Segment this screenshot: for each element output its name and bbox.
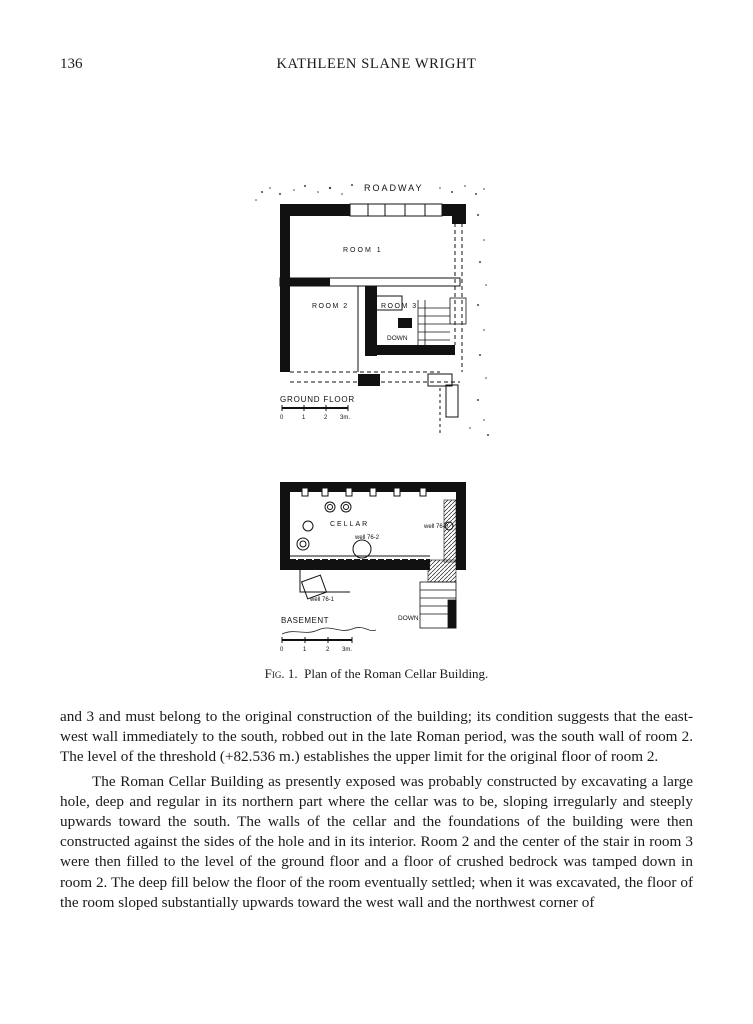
cellar-label: CELLAR <box>330 521 370 528</box>
well-761-label: well 76-1 <box>310 597 335 603</box>
stair-room3 <box>418 298 466 345</box>
caption-prefix: Fig. 1. <box>264 666 298 681</box>
page-number: 136 <box>60 56 83 72</box>
ground-floor-plan <box>255 183 489 436</box>
paragraph: and 3 and must belong to the original construction of the building; its condition suggests that the east-west wall immediately to the south, robbed out in the late Roman period, was the south wall of room 2. The level of the threshold (+82.536 m.) establishes the upper limit for the original floor of room 2. <box>60 708 693 766</box>
roadway-label: ROADWAY <box>364 183 424 193</box>
basement-scale-tick-0: 0 <box>280 647 284 653</box>
room2-label: ROOM 2 <box>312 303 349 310</box>
basement-scale-tick-2: 2 <box>326 647 330 653</box>
room3-label: ROOM 3 <box>381 303 418 310</box>
ground-floor-title: GROUND FLOOR <box>280 395 355 404</box>
room1-label: ROOM 1 <box>343 247 383 254</box>
ground-scale-tick-2: 2 <box>324 415 328 421</box>
basement-scale-bar <box>280 637 352 653</box>
basement-plan <box>280 482 466 653</box>
well-762-label: well 76-2 <box>355 535 380 541</box>
ground-scale-tick-0: 0 <box>280 415 284 421</box>
basement-title: BASEMENT <box>281 616 330 625</box>
paragraph: The Roman Cellar Building as presently exposed was probably constructed by excavating a large hole, deep and regular in its northern part where the cellar was to be, sloping irregularly and steeply upwards toward the south. The walls of the cellar and the foundations of the building were then constructed against the sides of the hole and in its interior. Room 2 and the center of the stair in room 3 were then filled to the level of the ground floor and a floor of crushed bedrock was tamped down in room 2. The deep fill below the floor of the room eventually settled; when it was excavated, the floor of the room sloped substantially upwards toward the west wall and the northwest corner of <box>60 772 693 911</box>
basement-scale-tick-3: 3m. <box>342 647 353 653</box>
ground-scale-bar <box>280 405 350 421</box>
basement-stair <box>420 582 456 628</box>
ground-scale-tick-3: 3m. <box>340 415 351 421</box>
cellar-pots <box>297 502 453 558</box>
basement-scale-tick-1: 1 <box>303 647 307 653</box>
draftsman-signature <box>282 627 376 634</box>
ground-scale-tick-1: 1 <box>302 415 306 421</box>
running-head: KATHLEEN SLANE WRIGHT <box>276 56 477 72</box>
body-text <box>60 707 693 913</box>
ground-down-label: DOWN <box>387 335 408 342</box>
basement-down-label: DOWN <box>398 615 419 622</box>
figure-caption <box>0 666 753 682</box>
well-760-label: well 76-0 <box>424 524 449 530</box>
caption-text: Plan of the Roman Cellar Building. <box>304 666 489 681</box>
